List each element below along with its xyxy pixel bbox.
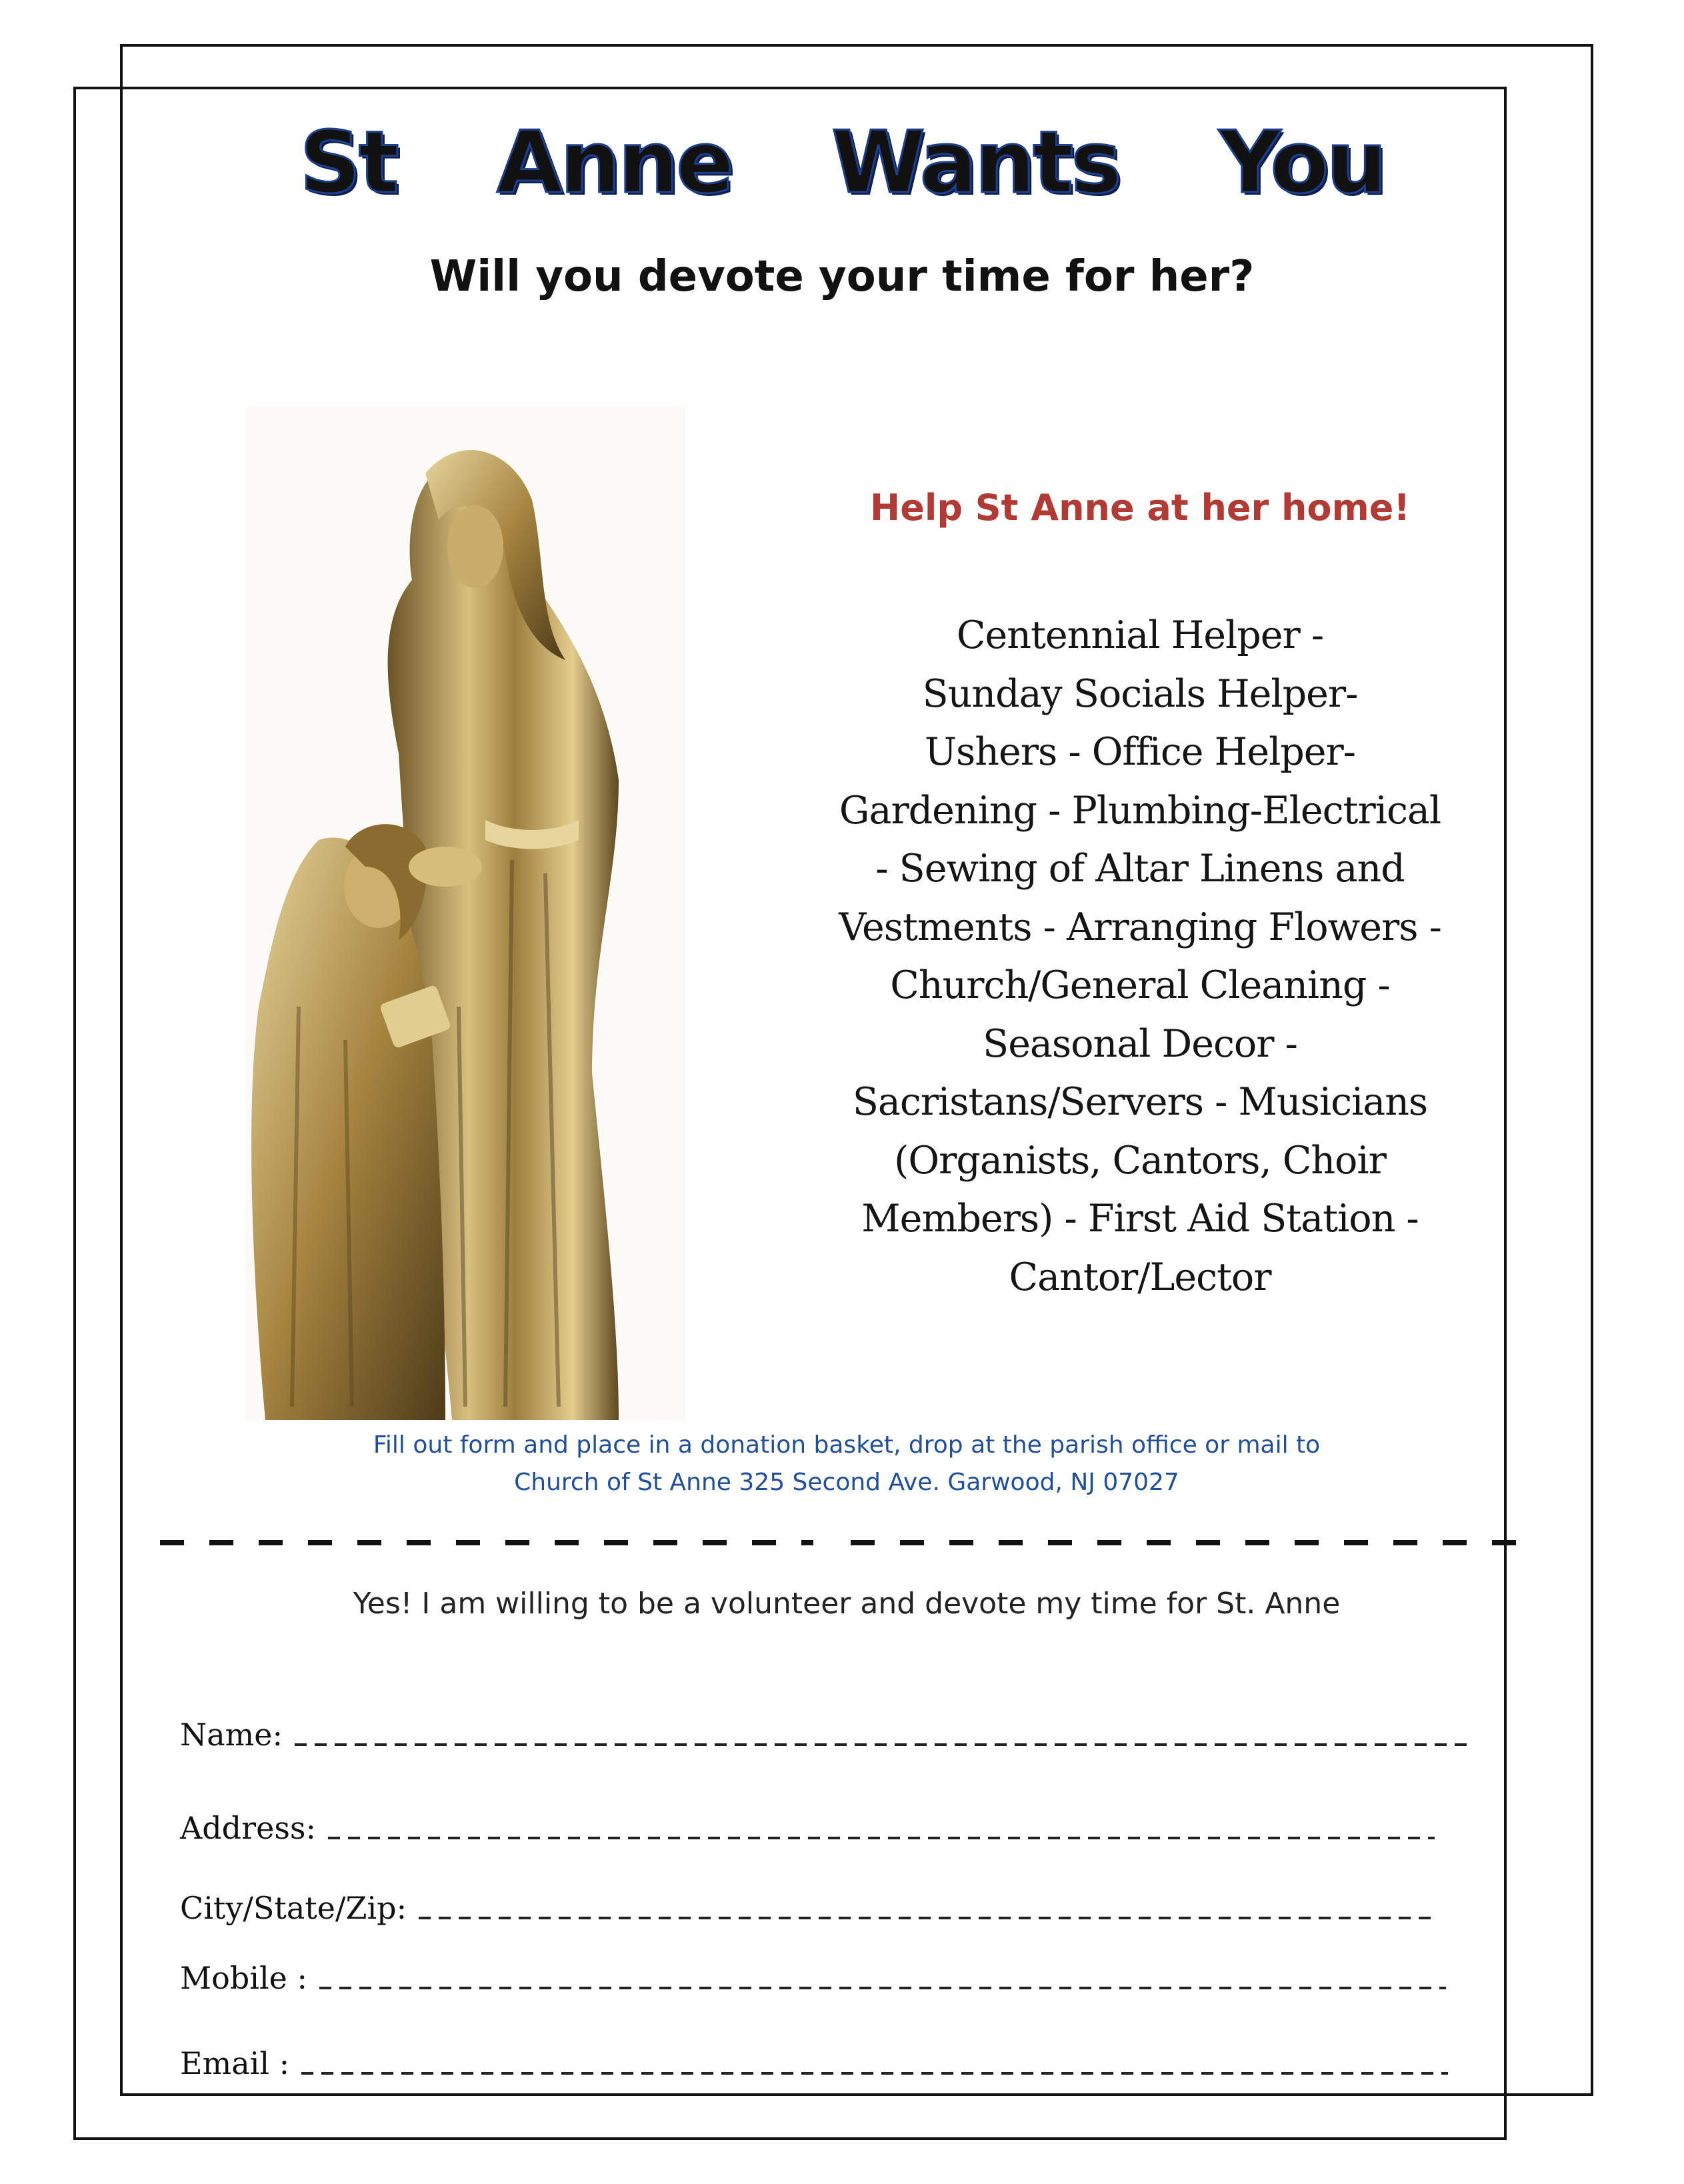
volunteer-roles-list xyxy=(813,607,1467,1307)
city-state-zip-label: City/State/Zip: xyxy=(180,1890,407,1926)
volunteer-affirmation: Yes! I am willing to be a volunteer and devote my time for St. Anne xyxy=(353,1587,1341,1621)
instructions-address: Church of St Anne 325 Second Ave. Garwood, NJ 07027 xyxy=(514,1469,1179,1496)
mobile-blank-line[interactable] xyxy=(319,1987,1446,1989)
st-anne-statue-image xyxy=(245,407,685,1420)
role-line: Centennial Helper - xyxy=(956,613,1324,657)
role-line: Seasonal Decor - xyxy=(983,1021,1297,1066)
address-blank-line[interactable] xyxy=(328,1837,1435,1839)
page-title xyxy=(0,113,1684,213)
email-label: Email : xyxy=(180,2045,290,2081)
role-line: - Sewing of Altar Linens and xyxy=(875,847,1405,891)
instructions-line: Fill out form and place in a donation basket, drop at the parish office or mail to xyxy=(373,1431,1321,1459)
name-blank-line[interactable] xyxy=(295,1743,1468,1746)
role-line: Sacristans/Servers - Musicians xyxy=(852,1080,1428,1124)
role-line: Members) - First Aid Station - xyxy=(861,1197,1419,1241)
role-line: Gardening - Plumbing-Electrical xyxy=(839,788,1441,833)
role-line: Vestments - Arranging Flowers - xyxy=(839,905,1441,949)
role-line: Ushers - Office Helper- xyxy=(924,730,1356,774)
mobile-label: Mobile : xyxy=(180,1960,308,1996)
role-line: Cantor/Lector xyxy=(1009,1255,1271,1299)
name-label: Name: xyxy=(180,1717,283,1753)
address-field[interactable] xyxy=(180,1810,1480,1846)
email-field[interactable] xyxy=(180,2045,1480,2081)
city-state-zip-blank-line[interactable] xyxy=(419,1917,1439,1919)
name-field[interactable] xyxy=(180,1717,1480,1753)
role-line: Church/General Cleaning - xyxy=(890,963,1390,1007)
title-word: You xyxy=(1219,113,1385,213)
page-subtitle: Will you devote your time for her? xyxy=(429,252,1255,301)
mailing-instructions xyxy=(253,1427,1440,1501)
title-word: Wants xyxy=(831,113,1119,213)
title-word: Anne xyxy=(496,113,731,213)
help-heading: Help St Anne at her home! xyxy=(870,487,1410,529)
email-blank-line[interactable] xyxy=(301,2072,1448,2075)
title-word: St xyxy=(299,113,397,213)
city-state-zip-field[interactable] xyxy=(180,1890,1480,1926)
role-line: (Organists, Cantors, Choir xyxy=(894,1138,1386,1183)
role-line: Sunday Socials Helper- xyxy=(922,671,1358,716)
address-label: Address: xyxy=(180,1810,317,1846)
mobile-field[interactable] xyxy=(180,1960,1480,1996)
